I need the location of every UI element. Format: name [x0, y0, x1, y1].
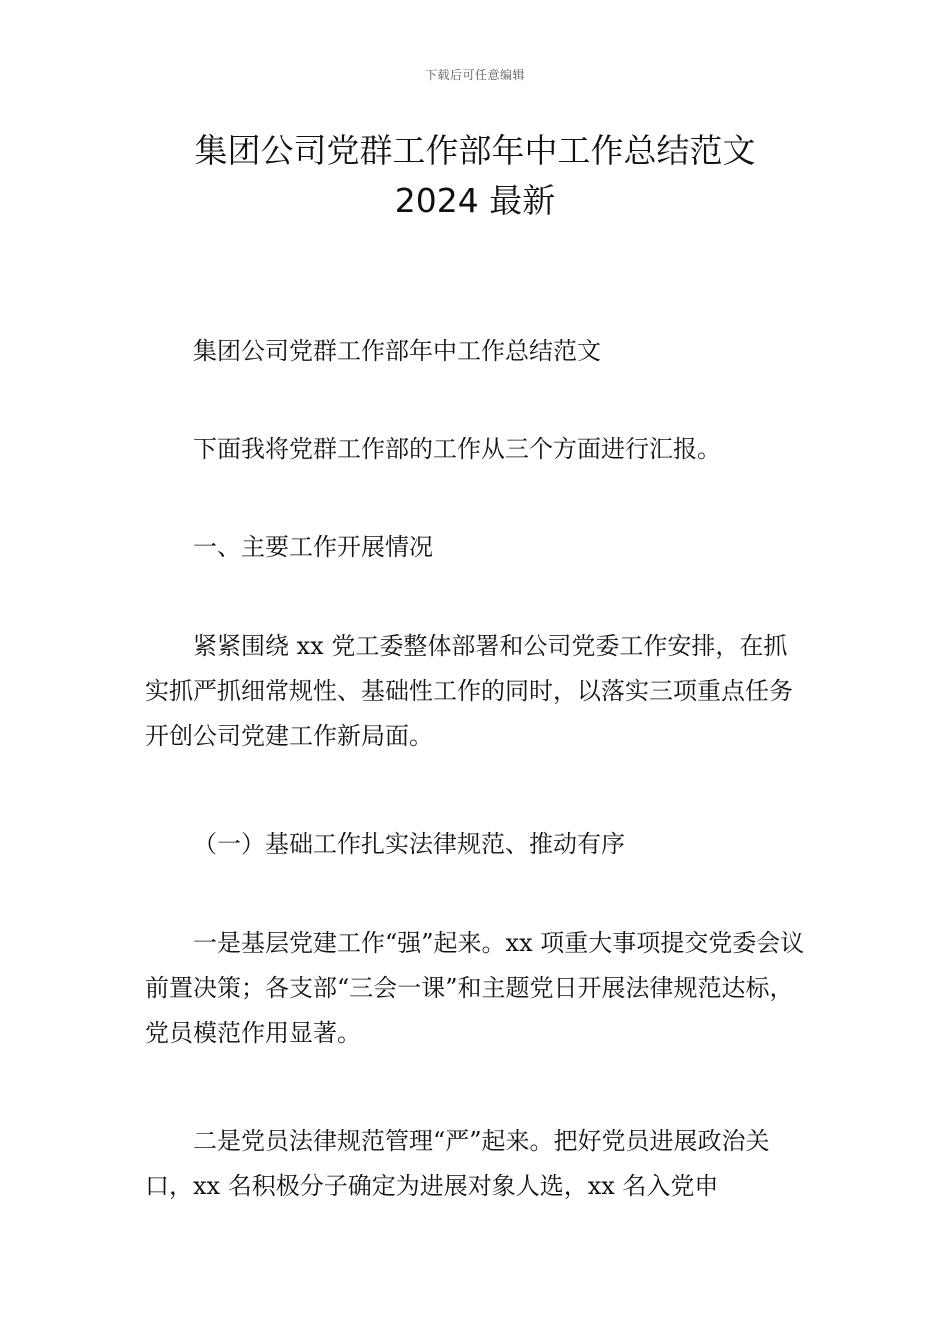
paragraph-subtitle: 集团公司党群工作部年中工作总结范文	[193, 337, 601, 365]
paragraph-intro: 下面我将党群工作部的工作从三个方面进行汇报。	[193, 435, 721, 463]
document-title	[140, 126, 810, 226]
header-note: 下载后可任意编辑	[424, 68, 525, 82]
section-heading-1: 一、主要工作开展情况	[193, 533, 433, 561]
document-title-line-1: 集团公司党群工作部年中工作总结范文	[194, 131, 756, 170]
paragraph-overview: 紧紧围绕 xx 党工委整体部署和公司党委工作安排，在抓实抓严抓细常规性、基础性工作的同时，以落实三项重点任务开创公司党建工作新局面。	[145, 632, 793, 750]
paragraph-party-building: 一是基层党建工作“强”起来。xx 项重大事项提交党委会议前置决策；各支部“三会一课”和主题党日开展法律规范达标，党员模范作用显著。	[145, 929, 805, 1047]
paragraph-member-management: 二是党员法律规范管理“严”起来。把好党员进展政治关口，xx 名积极分子确定为进展对象人选，xx 名入党申	[145, 1127, 770, 1200]
subsection-heading-1: （一）基础工作扎实法律规范、推动有序	[193, 830, 625, 858]
document-title-line-2: 2024 最新	[394, 181, 556, 220]
